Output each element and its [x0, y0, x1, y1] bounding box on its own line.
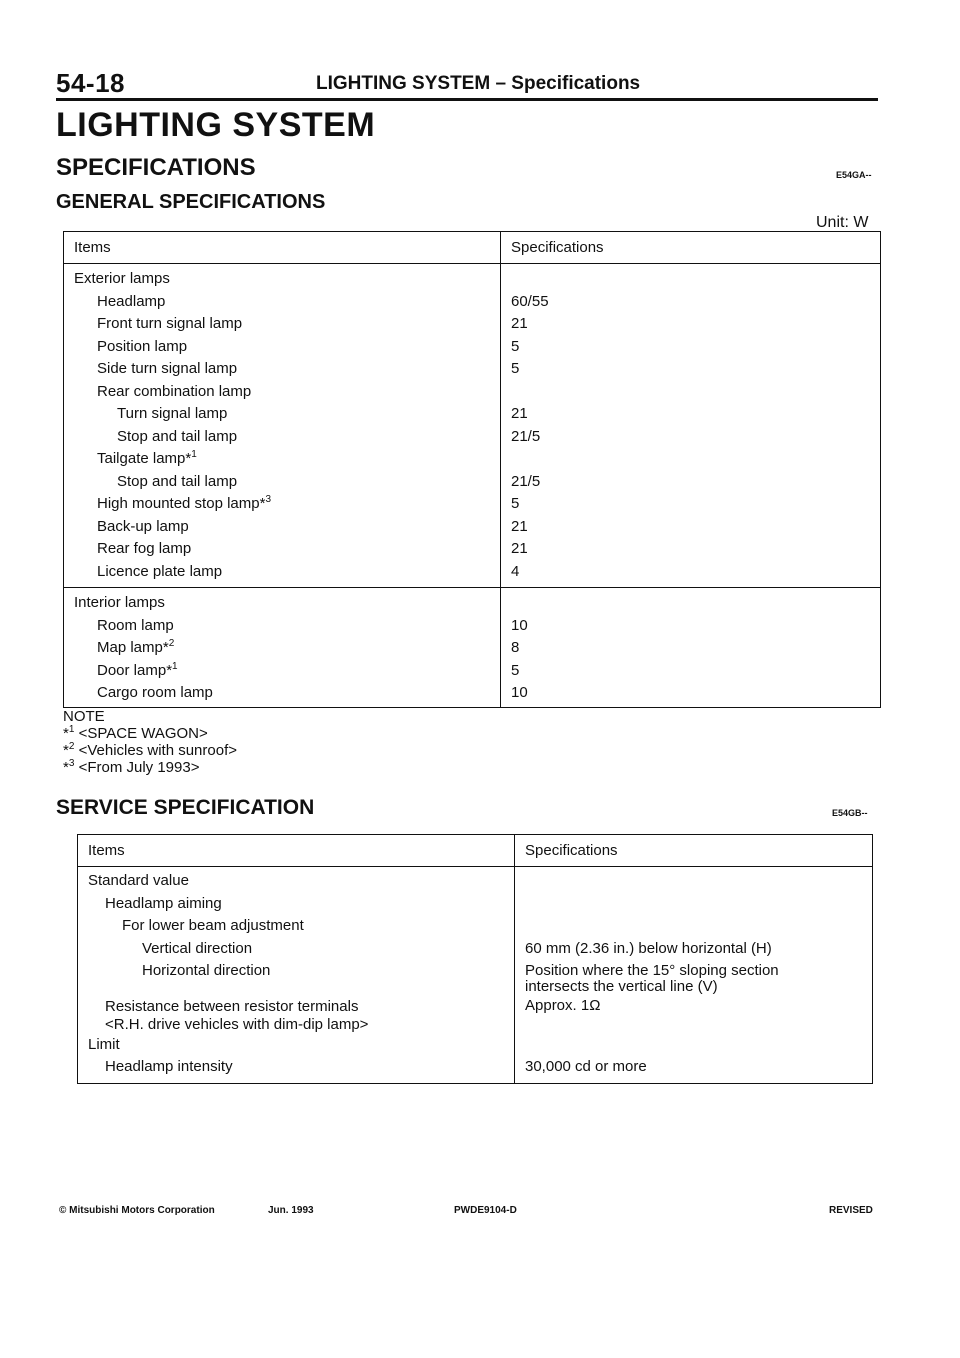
footer-copyright: © Mitsubishi Motors Corporation: [59, 1205, 215, 1216]
page-title: LIGHTING SYSTEM: [56, 106, 376, 144]
item-rear-fog-lamp: Rear fog lamp: [97, 540, 192, 557]
item-side-turn-signal-lamp: Side turn signal lamp: [97, 360, 238, 377]
footnote-ref: 1: [191, 449, 197, 460]
table-header-row: [78, 835, 873, 867]
item-map-lamp: Map lamp*$^2$: [97, 638, 175, 656]
item-door-lamp: Door lamp*$^1$: [97, 660, 178, 679]
footer-status: REVISED: [829, 1205, 873, 1216]
value-resistance: Approx. 1Ω: [525, 997, 601, 1014]
value-vertical-direction: 60 mm (2.36 in.) below horizontal (H): [525, 939, 772, 957]
value-licence-plate-lamp: 4: [511, 562, 520, 580]
header-rule: [56, 98, 878, 101]
value-map-lamp: 8: [511, 639, 520, 656]
table-row-service: [78, 867, 873, 1084]
footnote-ref: 1: [172, 660, 178, 672]
page-number: 54-18: [56, 68, 125, 98]
label-limit: Limit: [88, 1035, 120, 1053]
value-rear-stop-tail-lamp: 21/5: [511, 427, 541, 445]
item-licence-plate-lamp: Licence plate lamp: [97, 562, 223, 580]
value-headlamp-intensity: 30,000 cd or more: [525, 1057, 647, 1075]
value-horizontal-direction: Position where the 15° sloping section: [525, 962, 779, 979]
item-lower-beam-adjustment: For lower beam adjustment: [122, 917, 304, 934]
item-room-lamp: Room lamp: [97, 616, 174, 634]
footer-document-code: PWDE9104-D: [454, 1205, 517, 1216]
table-row-interior-lamps: [64, 588, 881, 708]
value-headlamp: 60/55: [511, 292, 549, 310]
running-header-title: LIGHTING SYSTEM – Specifications: [316, 73, 641, 94]
value-door-lamp: 5: [511, 661, 520, 679]
general-specifications-table: [63, 231, 881, 708]
section-code: E54GB--: [832, 808, 868, 818]
note-label: NOTE: [63, 708, 105, 725]
value-position-lamp: 5: [511, 337, 520, 355]
item-position-lamp: Position lamp: [97, 337, 188, 355]
footnote-ref: 2: [168, 638, 175, 649]
item-tailgate-stop-tail-lamp: Stop and tail lamp: [117, 472, 238, 490]
service-specification-table: [77, 834, 873, 1084]
item-front-turn-signal-lamp: Front turn signal lamp: [97, 315, 243, 332]
item-tailgate-lamp: Tailgate lamp*$^1$: [97, 449, 197, 467]
table-row-exterior-lamps: [64, 264, 881, 588]
value-front-turn-signal-lamp: 21: [511, 315, 528, 332]
value-rear-turn-signal-lamp: 21: [511, 405, 528, 422]
column-header-items: Items: [88, 842, 125, 859]
value-high-mounted-stop-lamp: 5: [511, 495, 520, 512]
item-vertical-direction: Vertical direction: [142, 939, 253, 957]
value-rear-fog-lamp: 21: [511, 540, 528, 557]
value-side-turn-signal-lamp: 5: [511, 360, 520, 377]
label-standard-value: Standard value: [88, 872, 189, 889]
value-cargo-room-lamp: 10: [511, 684, 528, 701]
item-headlamp-aiming: Headlamp aiming: [105, 894, 222, 912]
item-headlamp-intensity: Headlamp intensity: [105, 1058, 233, 1075]
section-code: E54GA--: [836, 170, 872, 180]
item-rear-combination-lamp: Rear combination lamp: [97, 382, 252, 400]
item-rear-turn-signal-lamp: Turn signal lamp: [117, 405, 228, 422]
footnote-1: *$^1$ <SPACE WAGON>: [63, 724, 208, 742]
section-heading-service: SERVICE SPECIFICATION: [56, 796, 315, 819]
unit-label: Unit: W: [816, 214, 869, 231]
column-header-items: Items: [74, 239, 111, 256]
item-resistance: Resistance between resistor terminals: [105, 997, 359, 1015]
footnote-2: *$^2$ <Vehicles with sunroof>: [63, 741, 238, 759]
group-label-exterior: Exterior lamps: [74, 270, 170, 287]
item-headlamp: Headlamp: [97, 292, 166, 310]
item-horizontal-direction: Horizontal direction: [142, 962, 271, 979]
value-room-lamp: 10: [511, 616, 528, 634]
footnote-3: *$^3$ <From July 1993>: [63, 758, 200, 776]
item-rear-stop-tail-lamp: Stop and tail lamp: [117, 427, 238, 445]
column-header-specifications: Specifications: [525, 842, 618, 859]
item-back-up-lamp: Back-up lamp: [97, 517, 189, 535]
footer-date: Jun. 1993: [268, 1205, 314, 1216]
item-cargo-room-lamp: Cargo room lamp: [97, 684, 213, 701]
group-label-interior: Interior lamps: [74, 594, 165, 611]
footnotes: [63, 708, 237, 776]
table-header-row: [64, 232, 881, 264]
value-horizontal-direction-cont: intersects the vertical line (V): [525, 978, 718, 995]
footnote-ref: 3: [265, 494, 271, 505]
value-tailgate-stop-tail-lamp: 21/5: [511, 472, 541, 490]
item-resistance-condition: <R.H. drive vehicles with dim-dip lamp>: [105, 1015, 369, 1033]
section-heading-specifications: SPECIFICATIONS: [56, 154, 256, 181]
value-back-up-lamp: 21: [511, 517, 528, 535]
item-high-mounted-stop-lamp: High mounted stop lamp*$^3$: [97, 494, 271, 512]
column-header-specifications: Specifications: [511, 239, 604, 256]
subsection-heading-general: GENERAL SPECIFICATIONS: [56, 191, 326, 213]
